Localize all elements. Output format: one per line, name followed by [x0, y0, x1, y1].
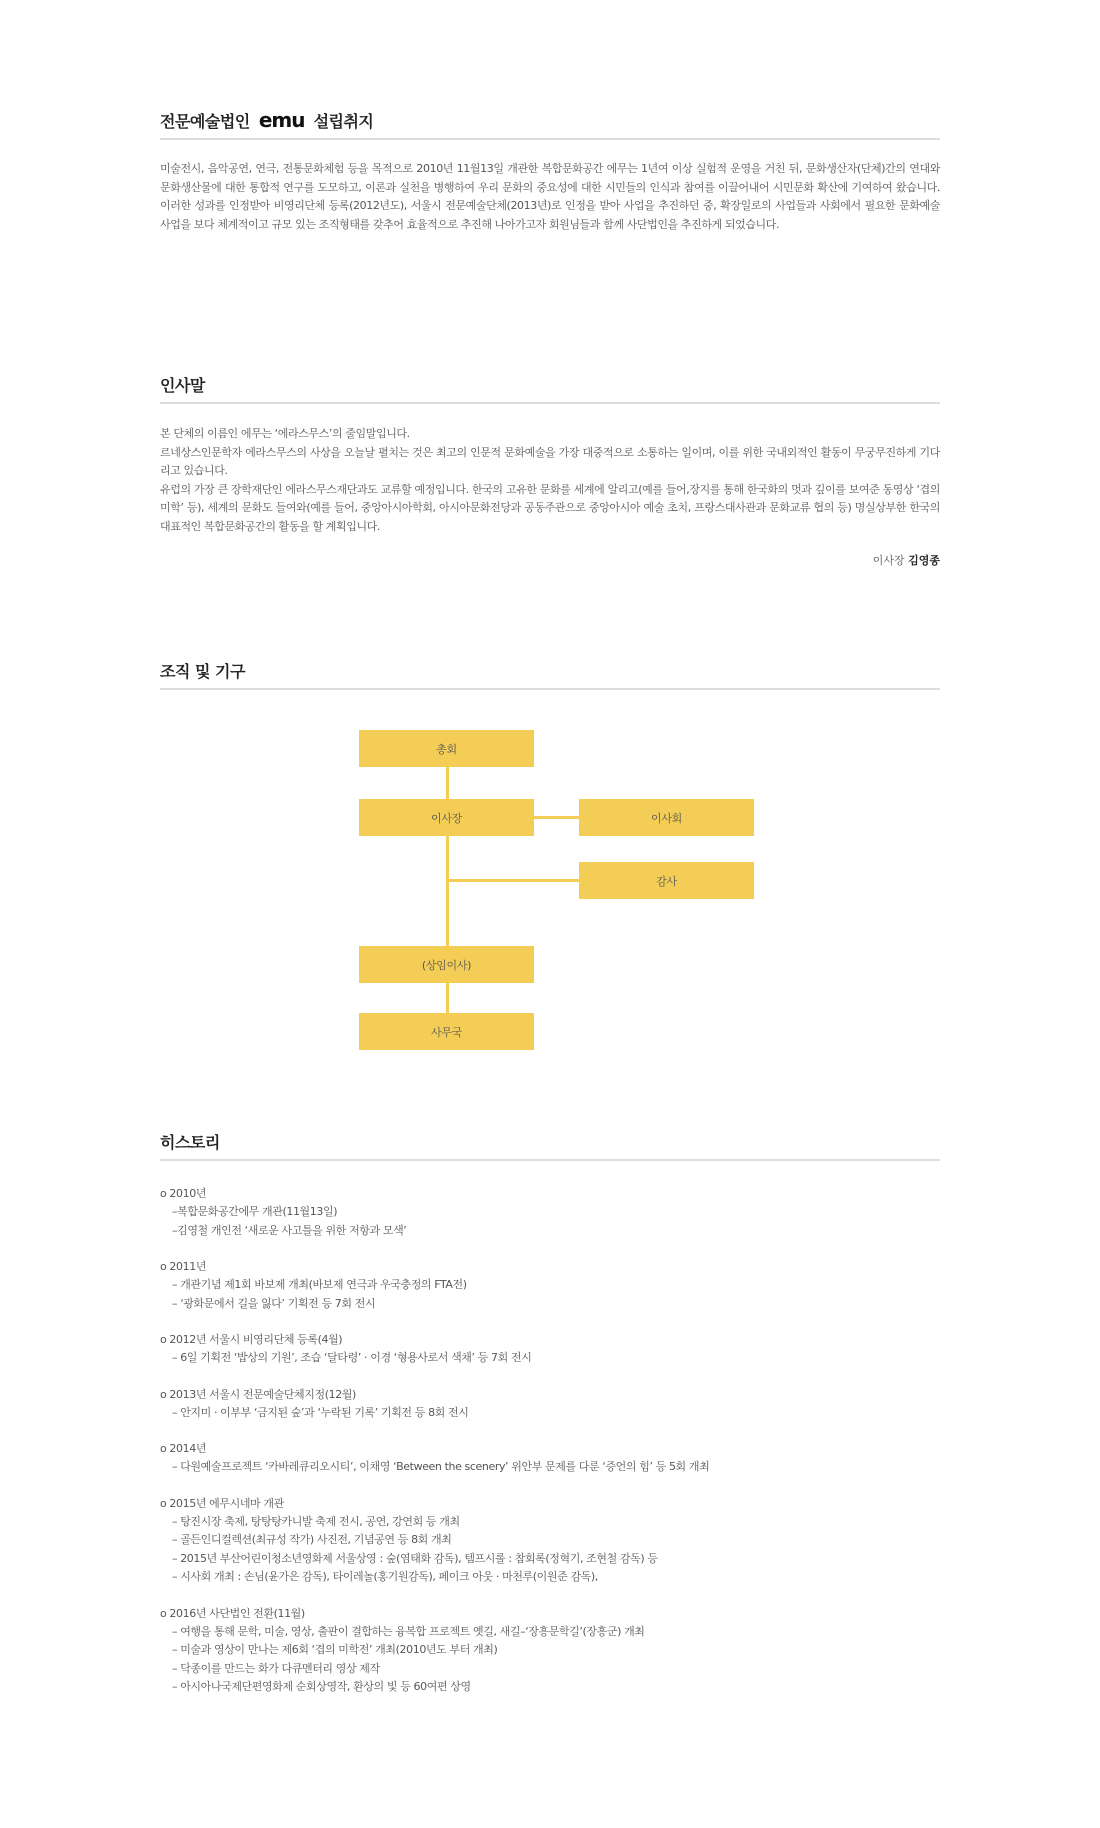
history-item: – 시사회 개최 : 손님(윤가은 감독), 타이레놀(홍기원감독), 페이크 아웃 · 마천루(이원준 감독), — [172, 1570, 598, 1583]
greeting-line: 유럽의 가장 큰 장학재단인 에라스무스재단과도 교류할 예정입니다. 한국의 고유한 문화를 세계에 알리고(예를 들어,장지를 통해 한국화의 멋과 깊이를 보여준 동영상 ‘겹의 미학’ 등), 세계의 문화도 들여와(예를 들어, 중앙아시아학회, 아시아문화전당과 공동주관으로 중앙아시아 예술 초치, 프랑스대사관과 문화교류 협의 등) 명실상부한 한국의 대표적인 복합문화공간의 활동을 할 계획입니다. — [160, 482, 940, 533]
history-item: – 탕진시장 축제, 탕탕탕카니발 축제 전시, 공연, 강연회 등 개최 — [172, 1514, 460, 1528]
org-chart — [160, 730, 940, 1050]
intro-text: 미술전시, 음악공연, 연극, 전통문화체험 등을 목적으로 2010년 11월13일 개관한 복합문화공간 에무는 1년여 이상 실험적 운영을 거친 뒤, 문화생산자(단체)간의 연대와 문화생산물에 대한 통합적 연구를 도모하고, 이론과 실천을 병행하여 우리 문화의 중요성에 대한 시민들의 인식과 참여를 이끌어내어 시민문화 확산에 기여하여 왔습니다. 이러한 성과를 인정받아 비영리단체 등록(2012년도), 서울시 전문예술단체(2013년)로 인정을 받아 사업을 추진하던 중, 확장일로의 사업들과 사회에서 필요한 문화예술 사업을 보다 체계적이고 규모 있는 조직형태를 갖추어 효율적으로 추진해 나아가고자 회원님들과 함께 사단법인을 추진하게 되었습니다. — [160, 162, 940, 231]
signature-name: 김영종 — [908, 554, 940, 567]
greeting-paragraph — [160, 425, 940, 536]
history-item: – 개관기념 제1회 바보제 개최(바보제 연극과 우국충정의 FTA전) — [172, 1278, 467, 1291]
greeting-title: 인사말 — [160, 373, 940, 404]
line-standing-office — [446, 983, 449, 1013]
history-group — [160, 1605, 940, 1697]
line-general-chair — [446, 767, 449, 799]
line-chair-standing — [446, 836, 449, 946]
org-node-standing: (상임이사) — [359, 946, 534, 983]
history-item: – 여행을 통해 문학, 미술, 영상, 출판이 결합하는 융복합 프로젝트 옛길, 새길–‘장흥문학길’(장흥군) 개최 — [172, 1624, 645, 1638]
history-item: – 안지미 · 이부부 ‘금지된 숲’과 ‘누락된 기록’ 기획전 등 8회 전시 — [172, 1405, 469, 1419]
history-item: – 아시아나국제단편영화제 순회상영작, 환상의 빛 등 60여편 상영 — [172, 1680, 471, 1693]
history-item: –김영철 개인전 ‘새로운 사고틀을 위한 저항과 모색’ — [172, 1223, 407, 1237]
history-group — [160, 1258, 940, 1313]
history-year: o 2016년 사단법인 전환(11월) — [160, 1606, 305, 1620]
emu-logo: emu — [258, 108, 305, 132]
history-item: – ‘광화문에서 길을 잃다’ 기획전 등 7회 전시 — [172, 1296, 376, 1310]
signature-role: 이사장 — [872, 554, 905, 567]
org-node-chair: 이사장 — [359, 799, 534, 836]
history-item: –복합문화공간에무 개관(11월13일) — [172, 1205, 338, 1218]
org-title: 조직 및 기구 — [160, 659, 940, 690]
intro-title-prefix: 전문예술법인 — [160, 112, 250, 131]
org-node-office: 사무국 — [359, 1013, 534, 1050]
history-year: o 2010년 — [160, 1187, 207, 1200]
greeting-line: 르네상스인문학자 에라스무스의 사상을 오늘날 펼치는 것은 최고의 인문적 문화예술을 가장 대중적으로 소통하는 일이며, 이를 위한 국내외적인 활동이 무궁무진하게 기다리고 있습니다. — [160, 445, 940, 477]
history-year: o 2013년 서울시 전문예술단체지정(12월) — [160, 1387, 356, 1401]
history-item: – 닥종이를 만드는 화가 다큐멘터리 영상 제작 — [172, 1661, 380, 1675]
history-year: o 2012년 서울시 비영리단체 등록(4월) — [160, 1333, 343, 1346]
history-year: o 2015년 에무시네마 개관 — [160, 1496, 284, 1510]
greeting-line: 본 단체의 이름인 에무는 ‘에라스무스’의 줄임말입니다. — [160, 427, 410, 440]
intro-paragraph — [160, 160, 940, 234]
org-node-board: 이사회 — [579, 799, 754, 836]
history-group — [160, 1495, 940, 1587]
intro-title — [160, 108, 940, 140]
history-group — [160, 1331, 940, 1368]
org-node-general: 총회 — [359, 730, 534, 767]
intro-title-suffix: 설립취지 — [313, 112, 374, 131]
history-item: – 미술과 영상이 만나는 제6회 ‘겹의 미학전’ 개최(2010년도 부터 개최) — [172, 1643, 498, 1656]
history-item: – 다원예술프로젝트 ‘카바레큐리오시티’, 이채영 ‘Between the scenery’ 위안부 문제를 다룬 ‘증언의 힘’ 등 5회 개최 — [172, 1460, 710, 1473]
history-item: – 2015년 부산어린이청소년영화제 서울상영 : 숲(염태화 감독), 템프시롤 : 참회록(정혁기, 조현철 감독) 등 — [172, 1551, 658, 1565]
history-item: – 골든인디컬렉션(최규성 작가) 사진전, 기념공연 등 8회 개최 — [172, 1533, 452, 1546]
history-title: 히스토리 — [160, 1130, 940, 1161]
history-group — [160, 1386, 940, 1423]
history-year: o 2014년 — [160, 1442, 207, 1455]
history-group — [160, 1185, 940, 1240]
signature — [873, 552, 940, 568]
org-node-audit: 감사 — [579, 862, 754, 899]
history-list — [160, 1185, 940, 1715]
history-group — [160, 1440, 940, 1477]
history-year: o 2011년 — [160, 1260, 207, 1273]
history-item: – 6일 기획전 ‘밥상의 기원’, 조습 ‘달타령’ · 이경 ‘형용사로서 색채’ 등 7회 전시 — [172, 1351, 532, 1364]
